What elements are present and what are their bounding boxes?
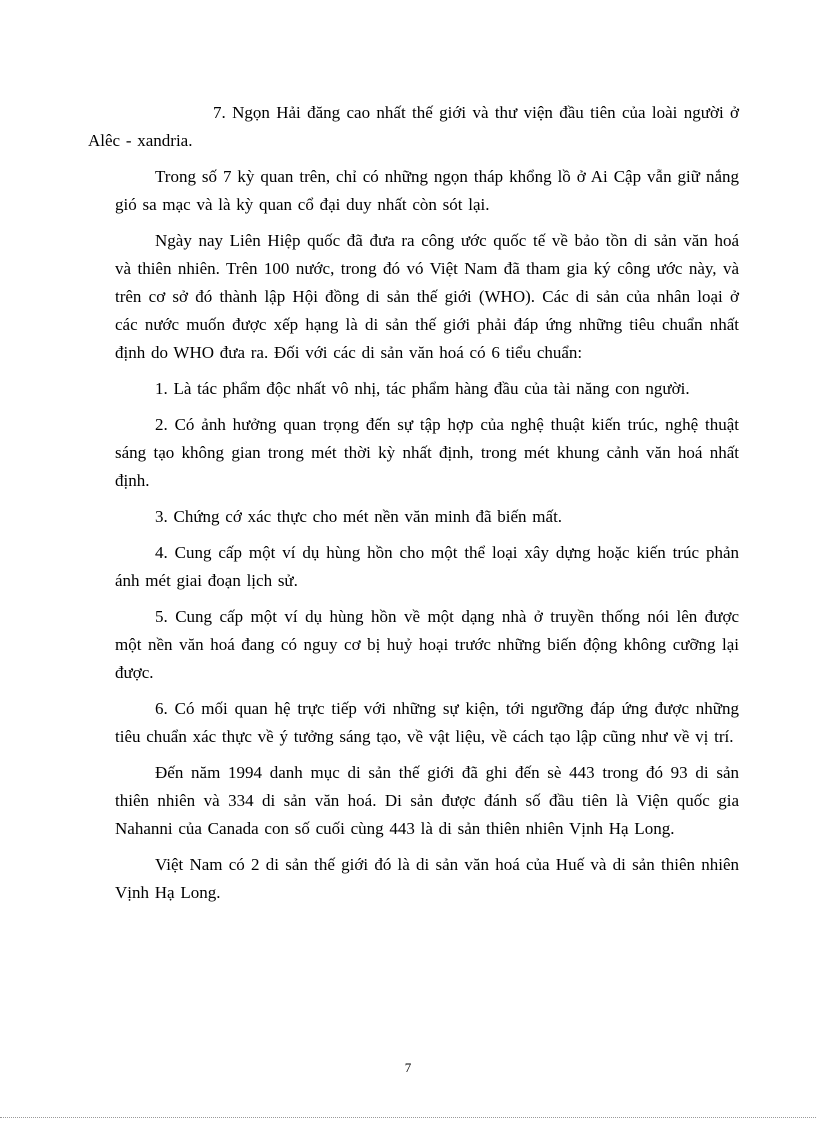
page-number: 7	[404, 1060, 412, 1075]
paragraph: 4. Cung cấp một ví dụ hùng hồn cho một thể loại xây dựng hoặc kiến trúc phản ánh mét giai đoạn lịch sử.	[115, 543, 739, 590]
paragraph: Trong số 7 kỳ quan trên, chỉ có những ngọn tháp khổng lồ ở Ai Cập vẫn giữ nắng gió sa mạc và là kỳ quan cổ đại duy nhất còn sót lại.	[115, 167, 739, 214]
paragraph: 6. Có mối quan hệ trực tiếp với những sự kiện, tới ngưỡng đáp ứng được những tiêu chuẩn xác thực về ý tưởng sáng tạo, về vật liệu, về cách tạo lập cũng như về vị trí.	[115, 699, 739, 746]
paragraph: 7. Ngọn Hải đăng cao nhất thế giới và thư viện đầu tiên của loài người ở Alêc - xandria.	[88, 103, 739, 150]
paragraph: Ngày nay Liên Hiệp quốc đã đưa ra công ước quốc tế về bảo tồn di sản văn hoá và thiên nhiên. Trên 100 nước, trong đó vó Việt Nam đã tham gia ký công ước này, và trên cơ sở đó thành lập Hội đồng di sản thế giới (WHO). Các di sản của nhân loại ở các nước muốn được xếp hạng là di sản thế giới phải đáp ứng những tiêu chuẩn nhất định do WHO đưa ra. Đối với các di sản văn hoá có 6 tiểu chuẩn:	[115, 231, 739, 362]
paragraph: 1. Là tác phẩm độc nhất vô nhị, tác phẩm hàng đầu của tài năng con người.	[155, 379, 690, 398]
paragraph: 3. Chứng cớ xác thực cho mét nền văn minh đã biến mất.	[155, 507, 563, 526]
paragraph: Việt Nam có 2 di sản thế giới đó là di sản văn hoá của Huế và di sản thiên nhiên Vịnh Hạ Long.	[115, 855, 739, 902]
page-break-line	[0, 1117, 816, 1118]
paragraph: 5. Cung cấp một ví dụ hùng hồn về một dạng nhà ở truyền thống nói lên được một nền văn hoá đang có nguy cơ bị huỷ hoại trước những biến động không cưỡng lại được.	[115, 607, 739, 682]
document-body	[88, 99, 739, 915]
paragraph: Đến năm 1994 danh mục di sản thế giới đã ghi đến sè 443 trong đó 93 di sản thiên nhiên và 334 di sản văn hoá. Di sản được đánh số đầu tiên là Viện quốc gia Nahanni của Canada con số cuối cùng 443 là di sản thiên nhiên Vịnh Hạ Long.	[115, 763, 739, 838]
page-footer	[0, 1059, 816, 1077]
paragraph: 2. Có ảnh hưởng quan trọng đến sự tập hợp của nghệ thuật kiến trúc, nghệ thuật sáng tạo không gian trong mét thời kỳ nhất định, trong mét khung cảnh văn hoá nhất định.	[115, 415, 739, 490]
